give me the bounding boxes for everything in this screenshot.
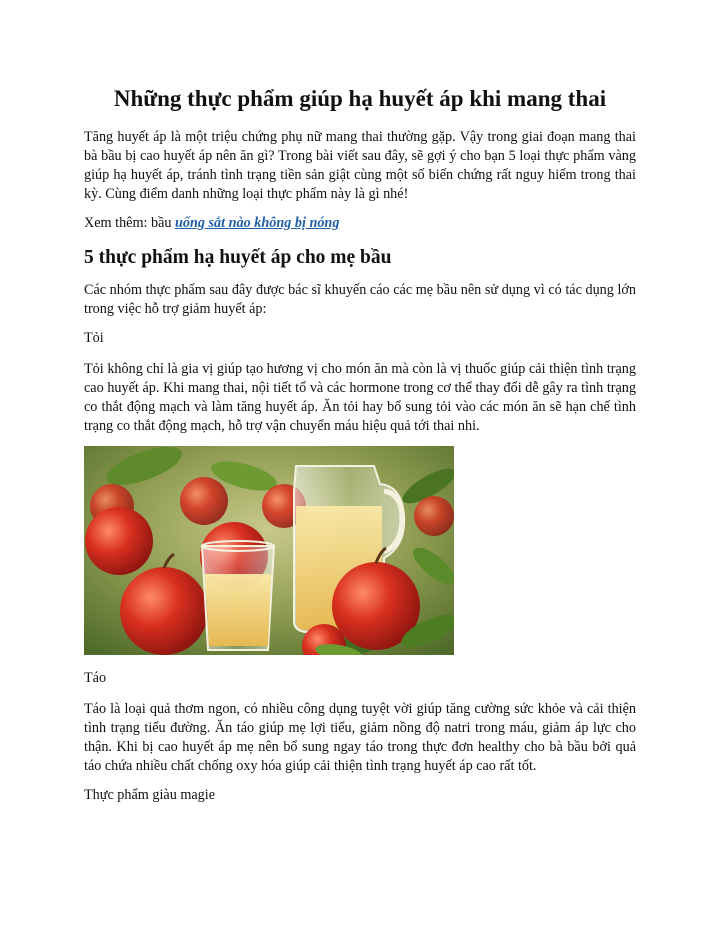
- item-apple-title: Táo: [84, 670, 107, 686]
- intro-paragraph: Tăng huyết áp là một triệu chứng phụ nữ mang thai thường gặp. Vậy trong giai đoạn mang thai bà bầu bị cao huyết áp nên ăn gì? Trong bài viết sau đây, sẽ gợi ý cho bạn 5 loại thực phẩm vàng giúp hạ huyết áp, tránh tình trạng tiền sản giật cùng một số biến chứng rất nguy hiểm trong thai kỳ. Cùng điểm danh những loại thực phẩm này là gì nhé!: [84, 129, 636, 202]
- see-also-prefix: Xem thêm: bầu: [84, 215, 176, 231]
- page-title: Những thực phẩm giúp hạ huyết áp khi mang thai: [113, 86, 607, 111]
- section-intro: Các nhóm thực phẩm sau đây được bác sĩ khuyến cáo các mẹ bầu nên sử dụng vì có tác dụng lớn trong việc hỗ trợ giảm huyết áp:: [84, 282, 636, 317]
- section-heading: 5 thực phẩm hạ huyết áp cho mẹ bầu: [84, 247, 392, 268]
- see-also-paragraph: [84, 214, 636, 233]
- document-page: [84, 84, 636, 817]
- item-apple-body: Táo là loại quả thơm ngon, có nhiều công dụng tuyệt vời giúp tăng cường sức khỏe và cải thiện tình trạng tiểu đường. Ăn táo giúp mẹ lợi tiểu, giảm nồng độ natri trong máu, giảm áp lực cho thận. Khi bị cao huyết áp mẹ nên bổ sung ngay táo trong thực đơn healthy cho bà bầu bởi quả táo chứa nhiều chất chống oxy hóa giúp cải thiện tình trạng huyết áp cao rất tốt.: [84, 701, 636, 774]
- item-garlic-body: Tỏi không chỉ là gia vị giúp tạo hương vị cho món ăn mà còn là vị thuốc giúp cải thiện tình trạng cao huyết áp. Khi mang thai, nội tiết tố và các hormone trong cơ thể thay đổi dễ gây ra tình trạng co thắt động mạch và làm tăng huyết áp. Ăn tỏi hay bổ sung tỏi vào các món ăn sẽ hạn chế tình trạng co thắt động mạch, hỗ trợ vận chuyển máu hiệu quả tới thai nhi.: [84, 361, 636, 434]
- item-garlic-title: Tỏi: [84, 330, 104, 346]
- apple-juice-illustration: [84, 446, 454, 655]
- see-also-link[interactable]: uống sắt nào không bị nóng: [175, 215, 340, 231]
- apple-juice-photo: [84, 446, 454, 655]
- item-magnesium-title: Thực phẩm giàu magie: [84, 787, 215, 803]
